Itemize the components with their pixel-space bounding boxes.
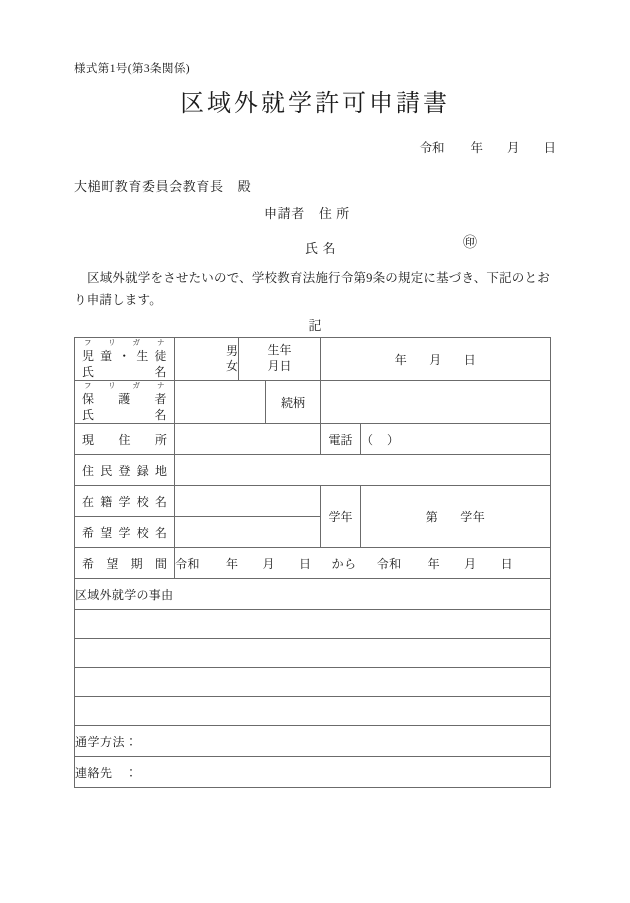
date-line bbox=[419, 138, 556, 156]
enrolled-school-label bbox=[75, 486, 175, 517]
desired-school-input[interactable] bbox=[175, 517, 321, 548]
resident-registration-input[interactable] bbox=[175, 455, 551, 486]
table-row-commute-method bbox=[75, 726, 551, 757]
period-from-era: 令和 bbox=[175, 556, 201, 571]
desired-school-label-text: 希望学校名 bbox=[82, 525, 167, 540]
period-to-year: 年 bbox=[427, 556, 441, 571]
grade-value-suffix: 学年 bbox=[460, 510, 486, 525]
applicant-address-label: 住 所 bbox=[318, 206, 350, 221]
dob-input[interactable] bbox=[321, 338, 551, 381]
table-row-guardian bbox=[75, 381, 551, 424]
student-label-line1: 児童・生徒 bbox=[82, 348, 167, 363]
reason-input-line-1[interactable] bbox=[75, 610, 551, 639]
grade-label: 学年 bbox=[321, 486, 361, 548]
table-row-reason-blank bbox=[75, 697, 551, 726]
table-row-desired-period bbox=[75, 548, 551, 579]
relation-input[interactable] bbox=[321, 381, 551, 424]
table-row-resident-registration bbox=[75, 455, 551, 486]
period-connector: から bbox=[331, 556, 357, 571]
dob-month-unit: 月 bbox=[429, 352, 442, 367]
period-from-day: 日 bbox=[299, 556, 312, 571]
reason-input-line-2[interactable] bbox=[75, 639, 551, 668]
dob-label-line2: 月日 bbox=[267, 359, 292, 374]
student-name-input[interactable] bbox=[175, 338, 239, 381]
period-to-day: 日 bbox=[500, 556, 514, 571]
reason-input-line-4[interactable] bbox=[75, 697, 551, 726]
commute-method-label: 通学方法： bbox=[75, 734, 138, 749]
reason-label: 区域外就学の事由 bbox=[75, 579, 551, 610]
desired-period-label bbox=[75, 548, 175, 579]
tel-input[interactable]: （ ） bbox=[361, 424, 551, 455]
table-row-enrolled-school bbox=[75, 486, 551, 517]
current-address-input[interactable] bbox=[175, 424, 321, 455]
student-name-label-cell bbox=[75, 338, 175, 381]
student-furigana-label: フリガナ bbox=[84, 338, 165, 347]
resident-registration-label-text: 住民登録地 bbox=[82, 463, 167, 478]
relation-label: 続柄 bbox=[266, 381, 321, 424]
addressee-name: 大槌町教育委員会教育長 bbox=[74, 179, 224, 194]
desired-period-label-text: 希望期間 bbox=[82, 556, 167, 571]
ki-mark: 記 bbox=[308, 318, 322, 333]
grade-input[interactable] bbox=[361, 486, 551, 548]
guardian-name-input[interactable] bbox=[175, 381, 266, 424]
contact-label: 連絡先 ： bbox=[75, 765, 138, 780]
contact-field[interactable] bbox=[75, 757, 551, 788]
period-to-era: 令和 bbox=[376, 556, 402, 571]
tel-label: 電話 bbox=[321, 424, 361, 455]
reason-input-line-3[interactable] bbox=[75, 668, 551, 697]
applicant-prefix: 申請者 bbox=[264, 206, 305, 221]
form-code: 様式第1号(第3条関係) bbox=[74, 63, 190, 75]
table-row-current-address bbox=[75, 424, 551, 455]
current-address-label-text: 現 住 所 bbox=[82, 432, 167, 447]
page-title: 区域外就学許可申請書 bbox=[180, 91, 450, 117]
desired-school-label bbox=[75, 517, 175, 548]
grade-value-prefix: 第 bbox=[425, 510, 439, 525]
student-label-line2: 氏 名 bbox=[82, 364, 167, 379]
period-from-year: 年 bbox=[226, 556, 239, 571]
period-from-month: 月 bbox=[262, 556, 276, 571]
dob-year-unit: 年 bbox=[394, 352, 408, 367]
guardian-label-line1: 保 護 者 bbox=[82, 391, 167, 406]
table-row-reason-blank bbox=[75, 610, 551, 639]
gender-female-option[interactable]: 女 bbox=[226, 359, 239, 374]
gender-male-option[interactable]: 男 bbox=[226, 344, 239, 359]
table-row-reason-blank bbox=[75, 668, 551, 697]
dob-label-cell bbox=[239, 338, 321, 381]
table-row-reason bbox=[75, 579, 551, 610]
date-year-unit: 年 bbox=[470, 141, 483, 155]
addressee bbox=[74, 176, 251, 195]
application-table bbox=[74, 337, 551, 788]
date-era: 令和 bbox=[419, 141, 445, 155]
date-month-unit: 月 bbox=[506, 141, 520, 155]
guardian-name-label-cell bbox=[75, 381, 175, 424]
applicant-address-line bbox=[264, 203, 350, 222]
table-row-reason-blank bbox=[75, 639, 551, 668]
body-text: 区域外就学をさせたいので、学校教育法施行令第9条の規定に基づき、下記のとおり申請します。 bbox=[74, 271, 550, 307]
resident-registration-label bbox=[75, 455, 175, 486]
guardian-label-line2: 氏 名 bbox=[82, 408, 167, 423]
commute-method-field[interactable] bbox=[75, 726, 551, 757]
current-address-label bbox=[75, 424, 175, 455]
enrolled-school-label-text: 在籍学校名 bbox=[82, 494, 167, 509]
applicant-name-label: 氏 名 bbox=[305, 241, 337, 256]
dob-day-unit: 日 bbox=[463, 352, 477, 367]
date-day-unit: 日 bbox=[543, 141, 556, 155]
addressee-honorific: 殿 bbox=[237, 179, 252, 194]
enrolled-school-input[interactable] bbox=[175, 486, 321, 517]
dob-label-line1: 生年 bbox=[267, 343, 292, 358]
seal-icon: ㊞ bbox=[463, 236, 477, 251]
table-row-contact bbox=[75, 757, 551, 788]
guardian-furigana-label: フリガナ bbox=[84, 381, 165, 391]
period-to-month: 月 bbox=[464, 556, 477, 571]
applicant-name-line bbox=[305, 238, 336, 257]
desired-period-input[interactable] bbox=[175, 548, 551, 579]
table-row-student bbox=[75, 338, 551, 381]
